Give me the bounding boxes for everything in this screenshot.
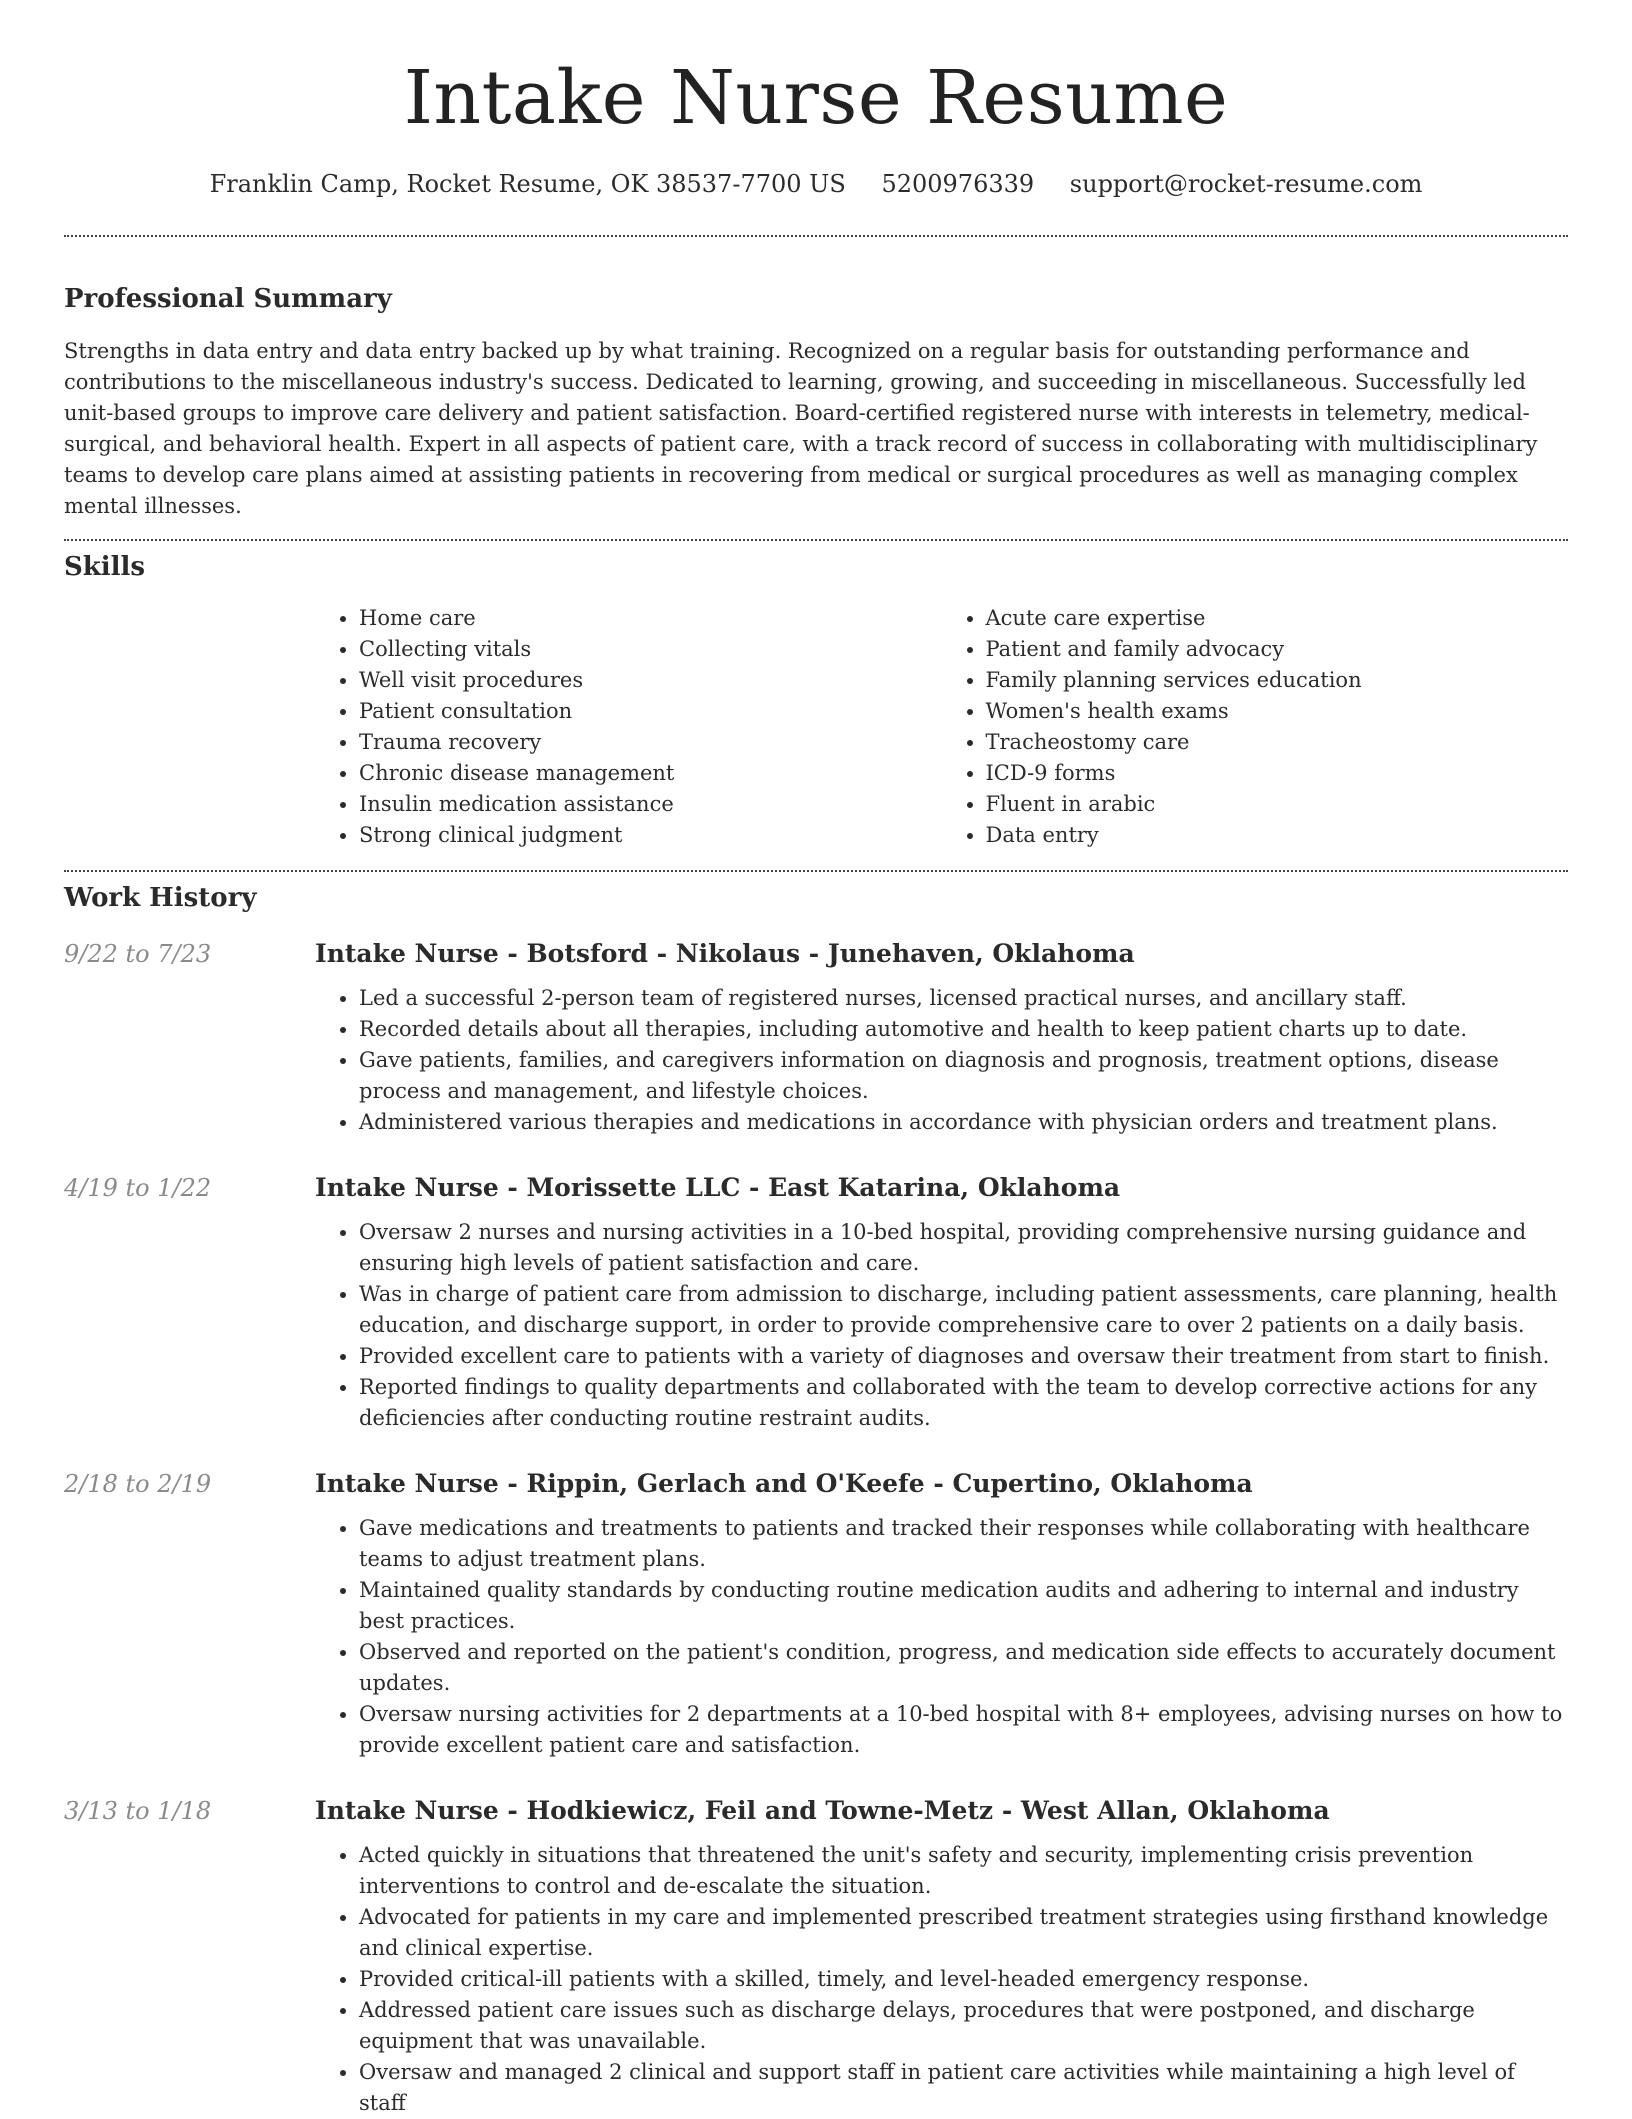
skill-item: • Insulin medication assistance [359, 789, 942, 820]
job-bullet: • Provided excellent care to patients with a variety of diagnoses and oversaw their treatment from start to finish. [359, 1341, 1568, 1372]
job-dates: 4/19 to 1/22 [64, 1174, 212, 1202]
job-bullet: • Addressed patient care issues such as discharge delays, procedures that were postponed, and discharge equipment that was unavailable. [359, 1995, 1568, 2057]
contact-phone: 5200976339 [881, 170, 1035, 198]
job-dates: 3/13 to 1/18 [64, 1797, 212, 1825]
job-details [315, 1794, 1568, 2119]
work-history-heading: Work History [64, 883, 257, 913]
job-entry [64, 1794, 1568, 2119]
skill-item: • Patient consultation [359, 696, 942, 727]
job-bullet: • Provided critical-ill patients with a skilled, timely, and level-headed emergency response. [359, 1964, 1568, 1995]
skill-item: • Trauma recovery [359, 727, 942, 758]
skill-item: • Home care [359, 603, 942, 634]
job-title: Intake Nurse - Rippin, Gerlach and O'Keefe - Cupertino, Oklahoma [315, 1469, 1253, 1498]
job-bullets [315, 983, 1568, 1138]
job-bullet: • Oversaw nursing activities for 2 departments at a 10-bed hospital with 8+ employees, advising nurses on how to provide excellent patient care and satisfaction. [359, 1699, 1568, 1761]
work-history-section [64, 881, 1568, 2119]
divider [64, 235, 1568, 237]
skill-item: • Strong clinical judgment [359, 820, 942, 851]
page-title: Intake Nurse Resume [403, 55, 1229, 141]
job-title: Intake Nurse - Hodkiewicz, Feil and Towne-Metz - West Allan, Oklahoma [315, 1796, 1330, 1825]
job-bullet: • Oversaw 2 nurses and nursing activities in a 10-bed hospital, providing comprehensive nursing guidance and ensuring high levels of patient satisfaction and care. [359, 1217, 1568, 1279]
divider [64, 539, 1568, 541]
job-bullet: • Reported findings to quality departments and collaborated with the team to develop corrective actions for any deficiencies after conducting routine restraint audits. [359, 1372, 1568, 1434]
skill-item: • Women's health exams [986, 696, 1569, 727]
job-details [315, 1171, 1568, 1434]
job-bullet: • Administered various therapies and medications in accordance with physician orders and treatment plans. [359, 1107, 1568, 1138]
job-bullet: • Maintained quality standards by conducting routine medication audits and adhering to internal and industry best practices. [359, 1575, 1568, 1637]
skill-item: • Collecting vitals [359, 634, 942, 665]
job-bullets [315, 1840, 1568, 2119]
skills-column-right [942, 603, 1569, 851]
skill-item: • Well visit procedures [359, 665, 942, 696]
contact-email[interactable]: support@rocket-resume.com [1069, 170, 1423, 198]
summary-section [64, 282, 1568, 522]
skills-heading: Skills [64, 552, 146, 582]
job-bullet: • Led a successful 2-person team of registered nurses, licensed practical nurses, and ancillary staff. [359, 983, 1568, 1014]
job-details [315, 1467, 1568, 1761]
job-bullet: • Gave medications and treatments to patients and tracked their responses while collaborating with healthcare teams to adjust treatment plans. [359, 1513, 1568, 1575]
job-dates: 9/22 to 7/23 [64, 940, 212, 968]
skills-column-left [315, 603, 942, 851]
job-bullet: • Observed and reported on the patient's condition, progress, and medication side effects to accurately document updates. [359, 1637, 1568, 1699]
job-bullet: • Was in charge of patient care from admission to discharge, including patient assessments, care planning, health education, and discharge support, in order to provide comprehensive care to over 2 patients on a daily basis. [359, 1279, 1568, 1341]
job-title: Intake Nurse - Botsford - Nikolaus - Junehaven, Oklahoma [315, 939, 1135, 968]
job-details [315, 937, 1568, 1138]
skill-item: • Data entry [986, 820, 1569, 851]
summary-text: Strengths in data entry and data entry backed up by what training. Recognized on a regular basis for outstanding performance and contributions to the miscellaneous industry's success. Dedicated to learning, growing, and succeeding in miscellaneous. Successfully led unit-based groups to improve care delivery and patient satisfaction. Board-certified registered nurse with interests in telemetry, medical-surgical, and behavioral health. Expert in all aspects of patient care, with a track record of success in collaborating with multidisciplinary teams to develop care plans aimed at assisting patients in recovering from medical or surgical procedures as well as managing complex mental illnesses. [64, 339, 1538, 518]
job-entry [64, 1467, 1568, 1761]
skill-item: • Patient and family advocacy [986, 634, 1569, 665]
divider [64, 870, 1568, 872]
job-bullet: • Advocated for patients in my care and implemented prescribed treatment strategies using firsthand knowledge and clinical expertise. [359, 1902, 1568, 1964]
skills-list [315, 603, 1568, 851]
skill-item: • Family planning services education [986, 665, 1569, 696]
job-title: Intake Nurse - Morissette LLC - East Katarina, Oklahoma [315, 1173, 1121, 1202]
job-entry [64, 1171, 1568, 1434]
job-bullet: • Gave patients, families, and caregivers information on diagnosis and prognosis, treatment options, disease process and management, and lifestyle choices. [359, 1045, 1568, 1107]
job-bullets [315, 1513, 1568, 1761]
skill-item: • Acute care expertise [986, 603, 1569, 634]
skill-item: • Tracheostomy care [986, 727, 1569, 758]
job-entry [64, 937, 1568, 1138]
contact-line [64, 168, 1568, 200]
job-bullet: • Recorded details about all therapies, including automotive and health to keep patient charts up to date. [359, 1014, 1568, 1045]
skill-item: • Fluent in arabic [986, 789, 1569, 820]
skill-item: • Chronic disease management [359, 758, 942, 789]
skill-item: • ICD-9 forms [986, 758, 1569, 789]
skills-section [64, 550, 1568, 851]
job-bullet: • Acted quickly in situations that threatened the unit's safety and security, implementing crisis prevention interventions to control and de-escalate the situation. [359, 1840, 1568, 1902]
job-bullet: • Oversaw and managed 2 clinical and support staff in patient care activities while maintaining a high level of staff [359, 2057, 1568, 2119]
contact-address: Franklin Camp, Rocket Resume, OK 38537-7700 US [209, 170, 846, 198]
summary-heading: Professional Summary [64, 284, 392, 314]
job-bullets [315, 1217, 1568, 1434]
job-dates: 2/18 to 2/19 [64, 1470, 212, 1498]
